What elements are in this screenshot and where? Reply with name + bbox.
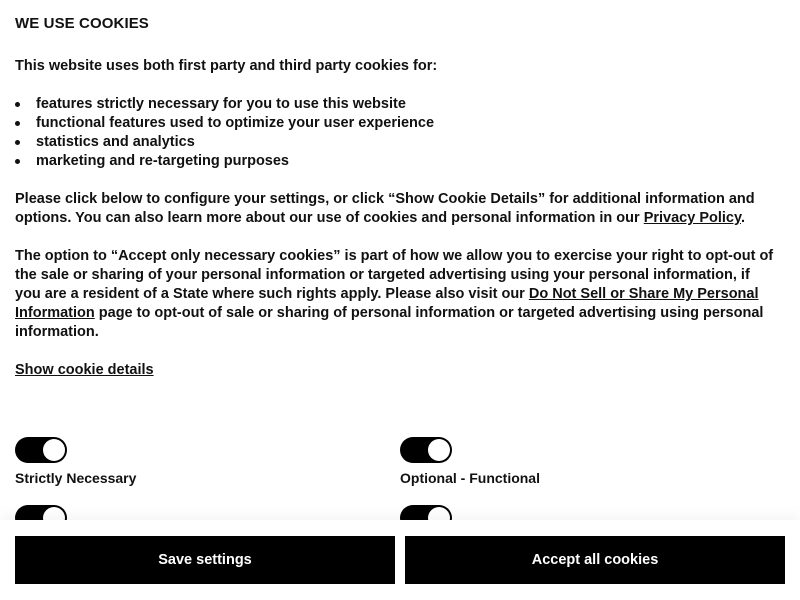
optional-functional-toggle[interactable]: [400, 437, 452, 463]
toggle-strictly-necessary: [15, 437, 136, 487]
cookie-banner-content: [15, 14, 775, 380]
show-cookie-details-link[interactable]: Show cookie details: [15, 362, 154, 378]
banner-intro: This website uses both first party and third party cookies for:: [15, 58, 438, 74]
list-item: features strictly necessary for you to use this website: [36, 95, 775, 114]
strictly-necessary-toggle[interactable]: [15, 437, 67, 463]
toggle-label: Optional - Functional: [400, 470, 540, 486]
banner-title: WE USE COOKIES: [15, 15, 149, 32]
configure-paragraph: [15, 190, 775, 228]
toggle-knob: [428, 439, 450, 461]
do-not-sell-link[interactable]: Do Not Sell or Share My Personal Information: [15, 286, 759, 321]
cookie-banner-footer: [0, 520, 800, 600]
optout-end: page to opt-out of sale or sharing of personal information or targeted advertising using personal information.: [15, 305, 764, 340]
configure-text: Please click below to configure your settings, or click “Show Cookie Details” for additional information and options. You can also learn more about our use of cookies and personal information in our: [15, 191, 755, 226]
configure-end: .: [740, 210, 746, 226]
save-settings-button[interactable]: Save settings: [15, 536, 395, 584]
accept-all-cookies-button[interactable]: Accept all cookies: [405, 536, 785, 584]
list-item: statistics and analytics: [36, 133, 775, 152]
optout-text: The option to “Accept only necessary cookies” is part of how we allow you to exercise your right to opt-out of the sale or sharing of your personal information or targeted advertising using your personal information, if you are a resident of a State where such rights apply. Please also visit our: [15, 248, 774, 302]
cookie-purposes-list: [15, 95, 775, 171]
toggle-label: Strictly Necessary: [15, 470, 137, 486]
toggle-knob: [43, 439, 65, 461]
privacy-policy-link[interactable]: Privacy Policy: [643, 210, 741, 226]
list-item: marketing and re-targeting purposes: [36, 152, 775, 171]
optout-paragraph: [15, 247, 775, 342]
list-item: functional features used to optimize your user experience: [36, 114, 775, 133]
toggle-optional-functional: [400, 437, 540, 487]
